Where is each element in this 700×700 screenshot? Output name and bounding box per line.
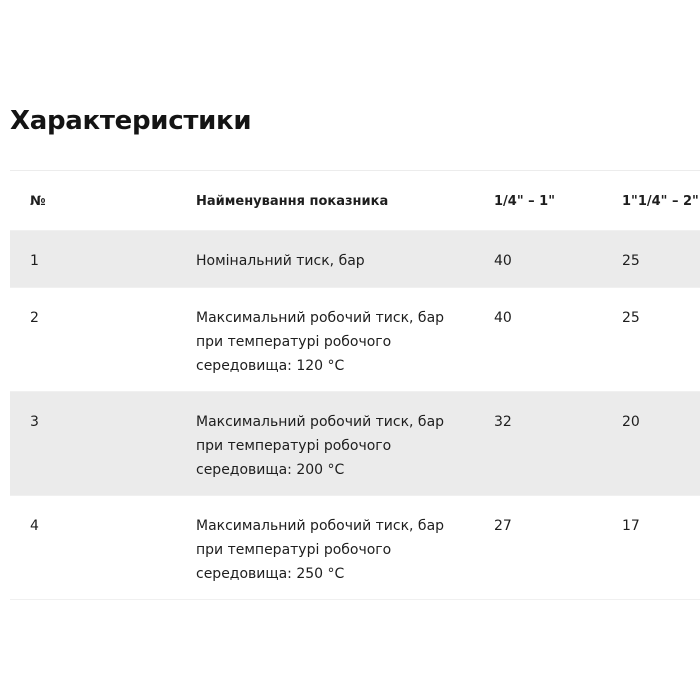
row-name [196,410,444,482]
row-name-line: середовища: 120 °C [196,358,345,374]
row-name-line: Номінальний тиск, бар [196,253,365,269]
table-row [10,496,700,600]
row-name [196,249,365,273]
row-value-b: 20 [622,414,640,430]
row-name [196,306,444,378]
page-title: Характеристики [10,106,252,136]
row-value-a: 27 [494,518,512,534]
row-num: 2 [30,310,39,326]
row-name-line: при температурі робочого [196,334,392,350]
row-num: 3 [30,414,39,430]
row-name-line: середовища: 250 °C [196,566,345,582]
row-value-a: 40 [494,310,512,326]
row-num: 4 [30,518,39,534]
row-name [196,514,444,586]
specs-table [10,170,700,600]
row-name-line: Максимальний робочий тиск, бар [196,518,445,534]
header-num: № [30,194,46,209]
row-value-a: 32 [494,414,512,430]
table-header-row [10,171,700,231]
header-name: Найменування показника [196,194,389,209]
row-name-line: при температурі робочого [196,542,392,558]
row-name-line: Максимальний робочий тиск, бар [196,414,445,430]
row-name-line: при температурі робочого [196,438,392,454]
row-value-a: 40 [494,253,512,269]
row-value-b: 17 [622,518,640,534]
row-value-b: 25 [622,310,640,326]
row-name-line: середовища: 200 °C [196,462,345,478]
header-size-a: 1/4" – 1" [494,194,555,209]
header-size-b: 1"1/4" – 2" [622,194,699,209]
row-num: 1 [30,253,39,269]
row-value-b: 25 [622,253,640,269]
table-row [10,392,700,496]
table-row [10,231,700,288]
table-row [10,288,700,392]
row-name-line: Максимальний робочий тиск, бар [196,310,445,326]
